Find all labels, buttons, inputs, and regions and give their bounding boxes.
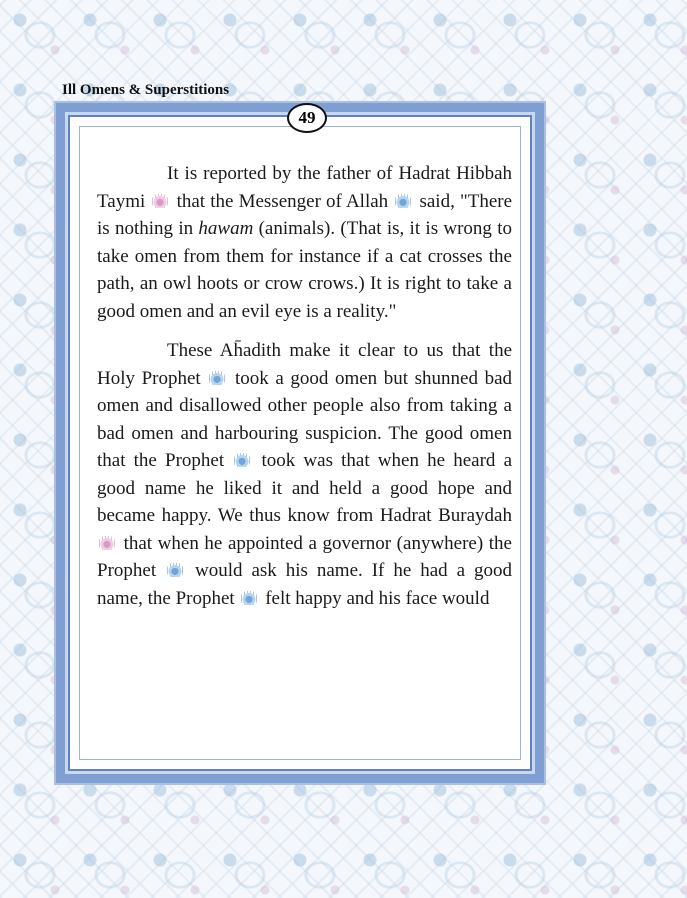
salutation-glyph-icon: [167, 563, 183, 577]
radiyallahu-glyph-icon: [99, 536, 115, 550]
running-head: Ill Omens & Superstitions: [62, 82, 230, 98]
para1-hawam: hawam: [198, 218, 254, 239]
para1-s1: It is reported by the father of Hadrat Hibbah Taymi: [97, 163, 512, 212]
salutation-glyph-icon: [395, 194, 411, 208]
para2-s3: took was that when he heard a good name he liked it and held a good hope and became happy. We thus know from Hadrat Buraydah: [97, 450, 513, 526]
para1-s5: (animals). (That is, it is wrong to take omen from them for instance if a cat crosses the path, an owl hoots or crow crows.) It is right to take a good omen and an evil eye is a reality.": [97, 218, 512, 322]
paragraph-1: [97, 160, 512, 325]
para2-s5: would ask his name. If he had a good name, the Prophet: [97, 560, 512, 609]
page-number: 49: [287, 103, 327, 133]
para2-s4: that when he appointed a governor (anywhere) the Prophet: [97, 532, 512, 581]
salutation-glyph-icon: [209, 371, 225, 385]
salutation-glyph-icon: [234, 453, 250, 467]
salutation-glyph-icon: [241, 591, 257, 605]
radiyallahu-glyph-icon: [152, 194, 168, 208]
para1-s2: that the Messenger of Allah: [176, 190, 389, 212]
paragraph-2: [97, 337, 512, 612]
body-text: [97, 160, 512, 612]
para2-s6: felt happy and his face would: [265, 587, 490, 609]
para2-s2: took a good omen but shunned bad omen and disallowed other people also from taking a bad omen and harbouring suspicion. The good omen that the Prophet: [97, 367, 513, 471]
para2-s1: These Ah̄adith make it clear to us that the Holy Prophet: [97, 340, 512, 389]
para1-s3: said, "There is nothing in: [97, 190, 513, 239]
